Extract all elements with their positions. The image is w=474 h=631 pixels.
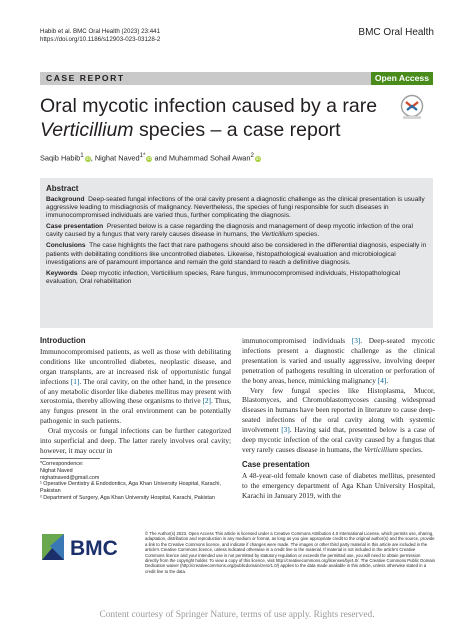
footnotes bbox=[40, 461, 240, 502]
section-text: Deep-seated fungal infections of the oral cavity present a diagnostic challenge as the clinical presentation is usually aggressive leading to misdiagnosis of malignancy. Nevertheless, the species of fungi responsible for such diseases in immunocompromised individuals are varied thus, further complicating the diagnosis. bbox=[46, 196, 425, 220]
corresponding-author: Nighat Naved bbox=[40, 467, 73, 474]
section-text: The case highlights the fact that rare pathogens should also be considered in the differential diagnosis, especially in patients with debilitating conditions like uncontrolled diabetes. Likewise, histopathological evaluation and microbiological investigations are of paramount importance and remain the gold standard to reach a definitive diagnosis. bbox=[46, 242, 427, 266]
author-name[interactable]: Muhammad Sohail Awan bbox=[168, 153, 251, 163]
open-access-badge: Open Access bbox=[371, 72, 433, 85]
courtesy-notice: Content courtesy of Springer Nature, terms of use apply. Rights reserved. bbox=[99, 610, 375, 620]
doi-link[interactable]: https://doi.org/10.1186/s12903-023-03128-2 bbox=[40, 36, 161, 43]
correspondence-label: *Correspondence: bbox=[40, 461, 84, 467]
title-line-2: species – a case report bbox=[133, 119, 341, 141]
paragraph-text: . The oral cavity, on the other hand, in the presence of any metabolic disorder like diabetes mellitus may present with xerostomia, thereby allowing these organisms to thrive bbox=[40, 376, 231, 406]
body-column-left bbox=[40, 336, 231, 456]
abstract-heading: Abstract bbox=[46, 184, 79, 193]
body-paragraph: A 48-year-old female known case of diabetes mellitus, presented to the emergency department of Aga Khan University Hospital, Karachi in January 2019, with the bbox=[242, 470, 435, 500]
bmc-logo-text: BMC bbox=[70, 537, 118, 560]
author-separator: , bbox=[90, 153, 95, 163]
bmc-logo bbox=[40, 532, 140, 562]
author-email[interactable]: nighatnaved@gmail.com bbox=[40, 474, 100, 481]
body-paragraph bbox=[242, 386, 435, 455]
affiliation-1: ¹ Operative Dentistry & Endodontics, Aga Khan University Hospital, Karachi, Pakistan bbox=[40, 481, 221, 495]
genus-name: Verticillium bbox=[261, 231, 294, 239]
section-label: Case presentation bbox=[46, 223, 104, 231]
affiliation-marker: 1* bbox=[139, 152, 146, 159]
section-text: species. bbox=[293, 231, 320, 239]
orcid-icon[interactable]: iD bbox=[255, 155, 261, 161]
title-genus: Verticillium bbox=[40, 119, 134, 141]
citation-header bbox=[40, 28, 160, 44]
paragraph-text: . Having said that, presented below is a case of deep mycotic infection of the oral cavity caused by a fungus that very rarely causes disease in humans, the bbox=[242, 425, 435, 454]
introduction-heading: Introduction bbox=[40, 336, 86, 345]
body-paragraph: Oral mycosis or fungal infections can be further categorized into superficial and deep. The latter rarely involves oral cavity; however, it may occur in bbox=[40, 426, 231, 455]
abstract-case bbox=[46, 223, 427, 239]
abstract-keywords bbox=[46, 270, 427, 286]
reference-link[interactable]: [1] bbox=[70, 376, 80, 386]
body-paragraph bbox=[40, 347, 231, 426]
section-text: Presented below is a case regarding the diagnosis and management of deep mycotic infection of the oral cavity caused by a fungus that very rarely causes disease in humans, the bbox=[46, 223, 413, 239]
footnote-divider bbox=[40, 458, 100, 459]
abstract-conclusions bbox=[46, 242, 427, 266]
reference-link[interactable]: [3] bbox=[281, 425, 290, 435]
article-title bbox=[40, 94, 390, 142]
section-label: Background bbox=[46, 196, 85, 203]
reference-link[interactable]: [4] bbox=[377, 375, 387, 385]
license-statement: © The Author(s) 2023. Open Access This article is licensed under a Creative Commons Attribution 4.0 International License, which permits use, sharing, adaptation, distribution and reproduction in any medium or format, as long as you give appropriate credit to the original author(s) and the source, provide a link to the Creative Commons licence, and indicate if changes were made. The images or other third party material in this article are included in the article's Creative Commons licence, unless indicated otherwise in a credit line to the material. If material is not included in the article's Creative Commons licence and your intended use is not permitted by statutory regulation or exceeds the permitted use, you will need to obtain permission directly from the copyright holder. To view a copy of this licence, visit http://creativecommons.org/licenses/by/4.0/. The Creative Commons Public Domain Dedication waiver (http://creativecommons.org/publicdomain/zero/1.0/) applies to the data made available in this article, unless otherwise stated in a credit line to the data. bbox=[145, 531, 436, 574]
author-name[interactable]: Saqib Habib bbox=[40, 153, 81, 163]
journal-name: BMC Oral Health bbox=[358, 27, 434, 38]
abstract-background bbox=[46, 196, 427, 220]
author-list bbox=[40, 152, 261, 162]
paragraph-text: . Deep-seated mycotic infections present a diagnostic challenge as the clinical presentation is varied and usually aggressive, involving deeper penetration of pathogens resulting in ulceration or perforation of the bony areas, hence, mimicking malignancy bbox=[242, 336, 435, 385]
check-for-updates-icon[interactable] bbox=[400, 94, 424, 120]
body-paragraph bbox=[242, 336, 435, 386]
section-label: Keywords bbox=[46, 269, 78, 277]
abstract-box bbox=[40, 178, 433, 328]
case-presentation-heading: Case presentation bbox=[242, 459, 310, 469]
author-name[interactable]: Nighat Naved bbox=[94, 153, 140, 163]
reference-link[interactable]: [3] bbox=[351, 336, 361, 345]
orcid-icon[interactable]: iD bbox=[147, 155, 152, 161]
paragraph-text: immunocompromised individuals bbox=[242, 336, 352, 345]
title-line-1: Oral mycotic infection caused by a rare bbox=[40, 95, 378, 117]
article-type-label: CASE REPORT bbox=[46, 73, 125, 83]
paragraph-text: . Thus, any fungus present in the oral environment can be potentially pathogenic in such patients. bbox=[40, 396, 231, 426]
citation-line: Habib et al. BMC Oral Health (2023) 23:441 bbox=[40, 28, 161, 35]
affiliation-marker: 2 bbox=[250, 152, 254, 159]
section-label: Conclusions bbox=[46, 242, 86, 250]
affiliation-marker: 1 bbox=[80, 152, 84, 159]
body-column-right bbox=[242, 336, 435, 501]
article-type-banner bbox=[40, 72, 433, 85]
paragraph-text: Very few fungal species like Histoplasma, Mucor, Blastomyces, and Chromoblastomycoses causing widespread diseases in humans have been reported in literature to cause deep-seated infections of the oral cavity along with systemic involvement bbox=[242, 385, 435, 435]
paragraph-text: . bbox=[386, 375, 389, 385]
orcid-icon[interactable]: iD bbox=[85, 155, 90, 161]
affiliation-2: ² Department of Surgery, Aga Khan University Hospital, Karachi, Pakistan bbox=[40, 494, 215, 501]
reference-link[interactable]: [2] bbox=[202, 396, 211, 406]
paragraph-text: Immunocompromised patients, as well as those with debilitating conditions like uncontrolled diabetes, neoplastic disease, and organ transplants, are at increased risk of opportunistic fungal infections bbox=[40, 346, 231, 386]
genus-name: Verticillium bbox=[363, 444, 399, 454]
keywords-text: Deep mycotic infection, Verticillium species, Rare fungus, Immunocompromised individuals, Histopathological evaluation, Oral rehabilitation bbox=[46, 269, 401, 285]
paragraph-text: species. bbox=[398, 444, 423, 454]
author-separator: and bbox=[152, 153, 169, 163]
